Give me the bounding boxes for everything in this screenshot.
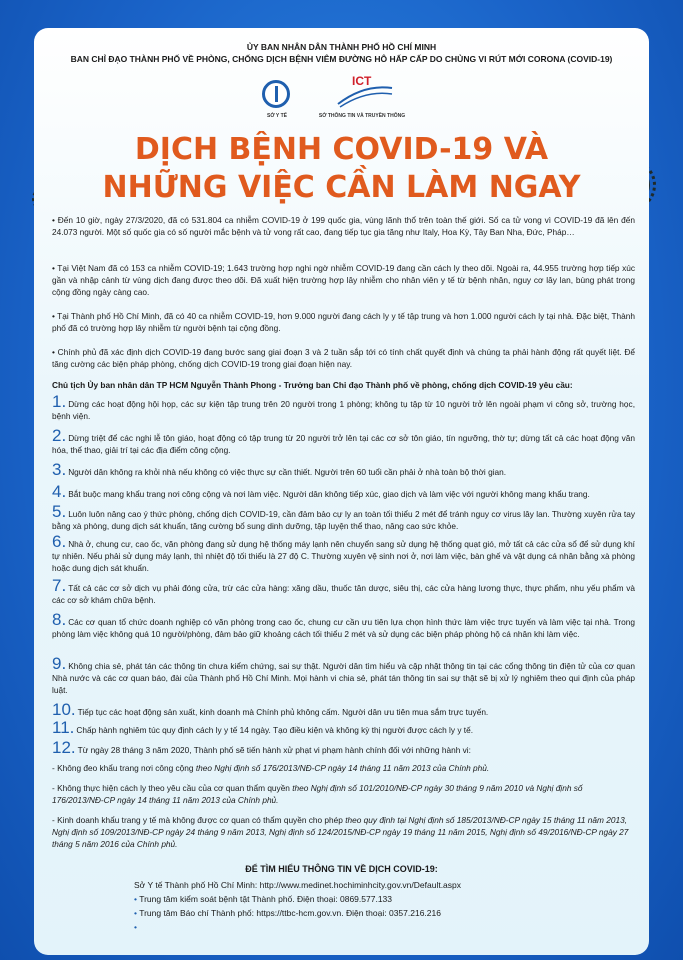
item-text: Tất cả các cơ sở dịch vụ phải đóng cửa, trừ các cửa hàng: xăng dầu, thuốc tân dược, siêu thị, các cửa hàng lương thực, thực phẩm, nhu yếu phẩm và các cơ sở khám chữa bệnh. — [52, 583, 635, 606]
item-number: 1. — [52, 392, 67, 411]
item-number: 11. — [52, 718, 75, 737]
footer-title: ĐỂ TÌM HIỂU THÔNG TIN VỀ DỊCH COVID-19: — [245, 864, 438, 874]
item-text: Bắt buộc mang khẩu trang nơi công cộng và nơi làm việc. Người dân không tiếp xúc, giao dịch và làm việc với người không mang khẩu trang. — [68, 489, 590, 499]
penalty-line — [52, 762, 635, 774]
intro-paragraph: • Tại Thành phố Hồ Chí Minh, đã có 40 ca nhiễm COVID-19, hơn 9.000 người đang cách ly y tế tập trung và hơn 1.000 người cách ly tại nhà. Đặc biệt, Thành phố đã có trường hợp lây nhiễm từ người bệnh tại cộng đồng. — [52, 311, 635, 334]
intro-paragraph: • Tại Việt Nam đã có 153 ca nhiễm COVID-19; 1.643 trường hợp nghi ngờ nhiễm COVID-19 đang cần cách ly theo dõi. Ngoài ra, 44.955 trường hợp tiếp xúc gần và nhập cảnh từ vùng dịch đang được theo dõi. Đã xuất hiện trường hợp lây nhiễm cho nhân viên y tế từ bệnh nhân, nguy cơ lây lan, bùng phát trong cộng đồng ngày càng cao. — [52, 263, 635, 298]
penalty-action: - Kinh doanh khẩu trang y tế mà không được cơ quan có thẩm quyền cho phép — [52, 815, 346, 825]
item-text: Luôn luôn nâng cao ý thức phòng, chống dịch COVID-19, cần đảm bảo cự ly an toàn tối thiểu 2 mét để tránh nguy cơ virus lây lan. Thường xuyên rửa tay bằng xà phòng, dung dịch sát khuẩn, tăng cường bổ sung dinh dưỡng, tập luyện thể thao, nâng cao sức khỏe. — [52, 509, 635, 532]
directive-lead: Chủ tịch Ủy ban nhân dân TP HCM Nguyễn Thành Phong - Trưởng ban Chỉ đạo Thành phố về phòng, chống dịch COVID-19 yêu cầu: — [52, 380, 573, 390]
item-number: 2. — [52, 426, 67, 445]
health-department-logo — [262, 80, 290, 108]
directive-item — [52, 738, 635, 757]
penalty-basis: theo Nghị định số 101/2010/NĐ-CP ngày 30 tháng 9 năm 2010 và Nghị định số 176/2013/NĐ-CP ngày 14 tháng 11 năm 2013 của Chính phủ. — [52, 783, 583, 806]
item-text: Các cơ quan tổ chức doanh nghiệp có văn phòng trong cao ốc, chung cư cần ưu tiên lựa chọn hình thức làm việc trực tuyến và làm việc tại nhà. Trong phòng làm việc không quá 10 người/phòng, đảm bảo giữ khoảng cách tối thiểu 2 mét và sử dụng các biện pháp phòng hộ cá nhân khi làm việc. — [52, 617, 635, 640]
directive-item — [52, 654, 635, 697]
directive-item — [52, 700, 635, 719]
directive-item — [52, 502, 635, 532]
ict-logo-mark: ICT — [352, 74, 372, 88]
ict-department-label: SỞ THÔNG TIN VÀ TRUYỀN THÔNG — [318, 113, 406, 119]
item-number: 8. — [52, 610, 67, 629]
footer-line — [134, 922, 614, 932]
item-number: 5. — [52, 502, 67, 521]
item-text: Người dân không ra khỏi nhà nếu không có việc thực sự cần thiết. Người trên 60 tuổi cần phải ở nhà toàn bộ thời gian. — [68, 467, 507, 477]
header-line-2: BAN CHỈ ĐẠO THÀNH PHỐ VỀ PHÒNG, CHỐNG DỊCH BỆNH VIÊM ĐƯỜNG HÔ HẤP CẤP DO CHỦNG VI RÚT MỚI CORONA (COVID-19) — [70, 54, 613, 64]
health-department-label: SỞ Y TẾ — [267, 113, 287, 119]
footer-line: • Trung tâm kiểm soát bệnh tật Thành phố. Điện thoại: 0869.577.133 — [134, 894, 614, 904]
directive-item — [52, 482, 635, 501]
item-text: Tiếp tục các hoạt động sản xuất, kinh doanh mà Chính phủ không cấm. Người dân ưu tiên mua sắm trực tuyến. — [77, 707, 489, 717]
directive-item — [52, 532, 635, 575]
penalty-line — [52, 782, 635, 806]
directive-item — [52, 460, 635, 479]
directive-item — [52, 392, 635, 422]
penalty-basis: theo Nghị định số 176/2013/NĐ-CP ngày 14 tháng 11 năm 2013 của Chính phủ. — [195, 763, 490, 773]
intro-paragraph: • Chính phủ đã xác định dịch COVID-19 đang bước sang giai đoạn 3 và 2 tuần sắp tới có tính chất quyết định và chúng ta phải hành động rất quyết liệt. Để tăng cường các biện pháp phòng, chống dịch COVID-19 trong giai đoạn hiện nay. — [52, 347, 635, 370]
item-number: 12. — [52, 738, 76, 757]
penalty-line — [52, 814, 635, 851]
item-number: 3. — [52, 460, 67, 479]
page-title-line-2: NHỮNG VIỆC CẦN LÀM NGAY — [102, 170, 581, 205]
footer-line: • Trung tâm Báo chí Thành phố: https://ttbc-hcm.gov.vn. Điện thoại: 0357.216.216 — [134, 908, 614, 918]
item-number: 4. — [52, 482, 67, 501]
item-number: 6. — [52, 532, 67, 551]
item-number: 7. — [52, 576, 67, 595]
item-number: 9. — [52, 654, 67, 673]
header-line-1: ỦY BAN NHÂN DÂN THÀNH PHỐ HỒ CHÍ MINH — [246, 42, 437, 52]
directive-item — [52, 610, 635, 640]
footer-line: Sở Y tế Thành phố Hồ Chí Minh: http://www.medinet.hochiminhcity.gov.vn/Default.aspx — [134, 880, 462, 890]
intro-paragraph: • Đến 10 giờ, ngày 27/3/2020, đã có 531.804 ca nhiễm COVID-19 ở 199 quốc gia, vùng lãnh thổ trên toàn thế giới. Số ca tử vong vì COVID-19 đã lên đến 24.073 người. Một số quốc gia có số người mắc bệnh và tử vong rất cao, đang tiếp tục gia tăng như Italy, Hoa Kỳ, Tây Ban Nha, Đức, Pháp… — [52, 215, 635, 238]
item-text: Dừng triệt để các nghi lễ tôn giáo, hoạt động có tập trung từ 20 người trở lên tại các cơ sở tôn giáo, tín ngưỡng, thờ tự; dừng tất cả các hoạt động văn hóa, thể thao, giải trí tại các địa điểm công cộng. — [52, 433, 635, 456]
item-text: Nhà ở, chung cư, cao ốc, văn phòng đang sử dụng hệ thống máy lạnh nên chuyển sang sử dụng hệ thống quạt gió, mở tất cả các cửa sổ để sử dụng khí tự nhiên. Nếu phải sử dụng máy lạnh, thì nhiệt độ tối thiểu là 27 độ C. Thường xuyên vệ sinh nơi ở, nơi làm việc, bàn ghế và vật dụng cá nhân bằng xà phòng hoặc dung dịch sát khuẩn. — [52, 539, 635, 574]
penalty-action: - Không đeo khẩu trang nơi công cộng — [52, 763, 196, 773]
item-number: 10. — [52, 700, 76, 719]
item-text: Chấp hành nghiêm túc quy định cách ly y tế 14 ngày. Tạo điều kiện và không kỳ thị người được cách ly y tế. — [76, 725, 474, 735]
item-text: Không chia sẻ, phát tán các thông tin chưa kiểm chứng, sai sự thật. Người dân tìm hiểu và cập nhật thông tin tại các cổng thông tin điện tử của cơ quan Nhà nước và các cơ quan báo, đài của Thành phố Hồ Chí Minh. Mọi hành vi chia sẻ, phát tán thông tin sai sự thật sẽ bị xử lý nghiêm theo qui định của pháp luật. — [52, 661, 635, 696]
poster-card — [34, 28, 649, 955]
item-text: Từ ngày 28 tháng 3 năm 2020, Thành phố sẽ tiến hành xử phạt vi phạm hành chính đối với những hành vi: — [77, 745, 471, 755]
penalty-basis: theo quy định tại Nghị định số 185/2013/NĐ-CP ngày 15 tháng 11 năm 2013, Nghị định số 109/2013/NĐ-CP ngày 24 tháng 9 năm 2013, Nghị định số 124/2015/NĐ-CP ngày 19 tháng 11 năm 2015, Nghị định số 49/2016/NĐ-CP ngày 27 tháng 5 năm 2016 của Chính phủ. — [52, 815, 629, 850]
penalty-action: - Không thực hiện cách ly theo yêu cầu của cơ quan thẩm quyền — [52, 783, 293, 793]
item-text: Dừng các hoạt động hội họp, các sự kiện tập trung trên 20 người trong 1 phòng; không tụ tập từ 10 người trở lên ngoài phạm vi công sở, trường học, bệnh viện. — [52, 399, 635, 422]
directive-item — [52, 426, 635, 456]
directive-item — [52, 718, 635, 737]
page-title-line-1: DỊCH BỆNH COVID-19 VÀ — [134, 132, 549, 167]
directive-item — [52, 576, 635, 606]
